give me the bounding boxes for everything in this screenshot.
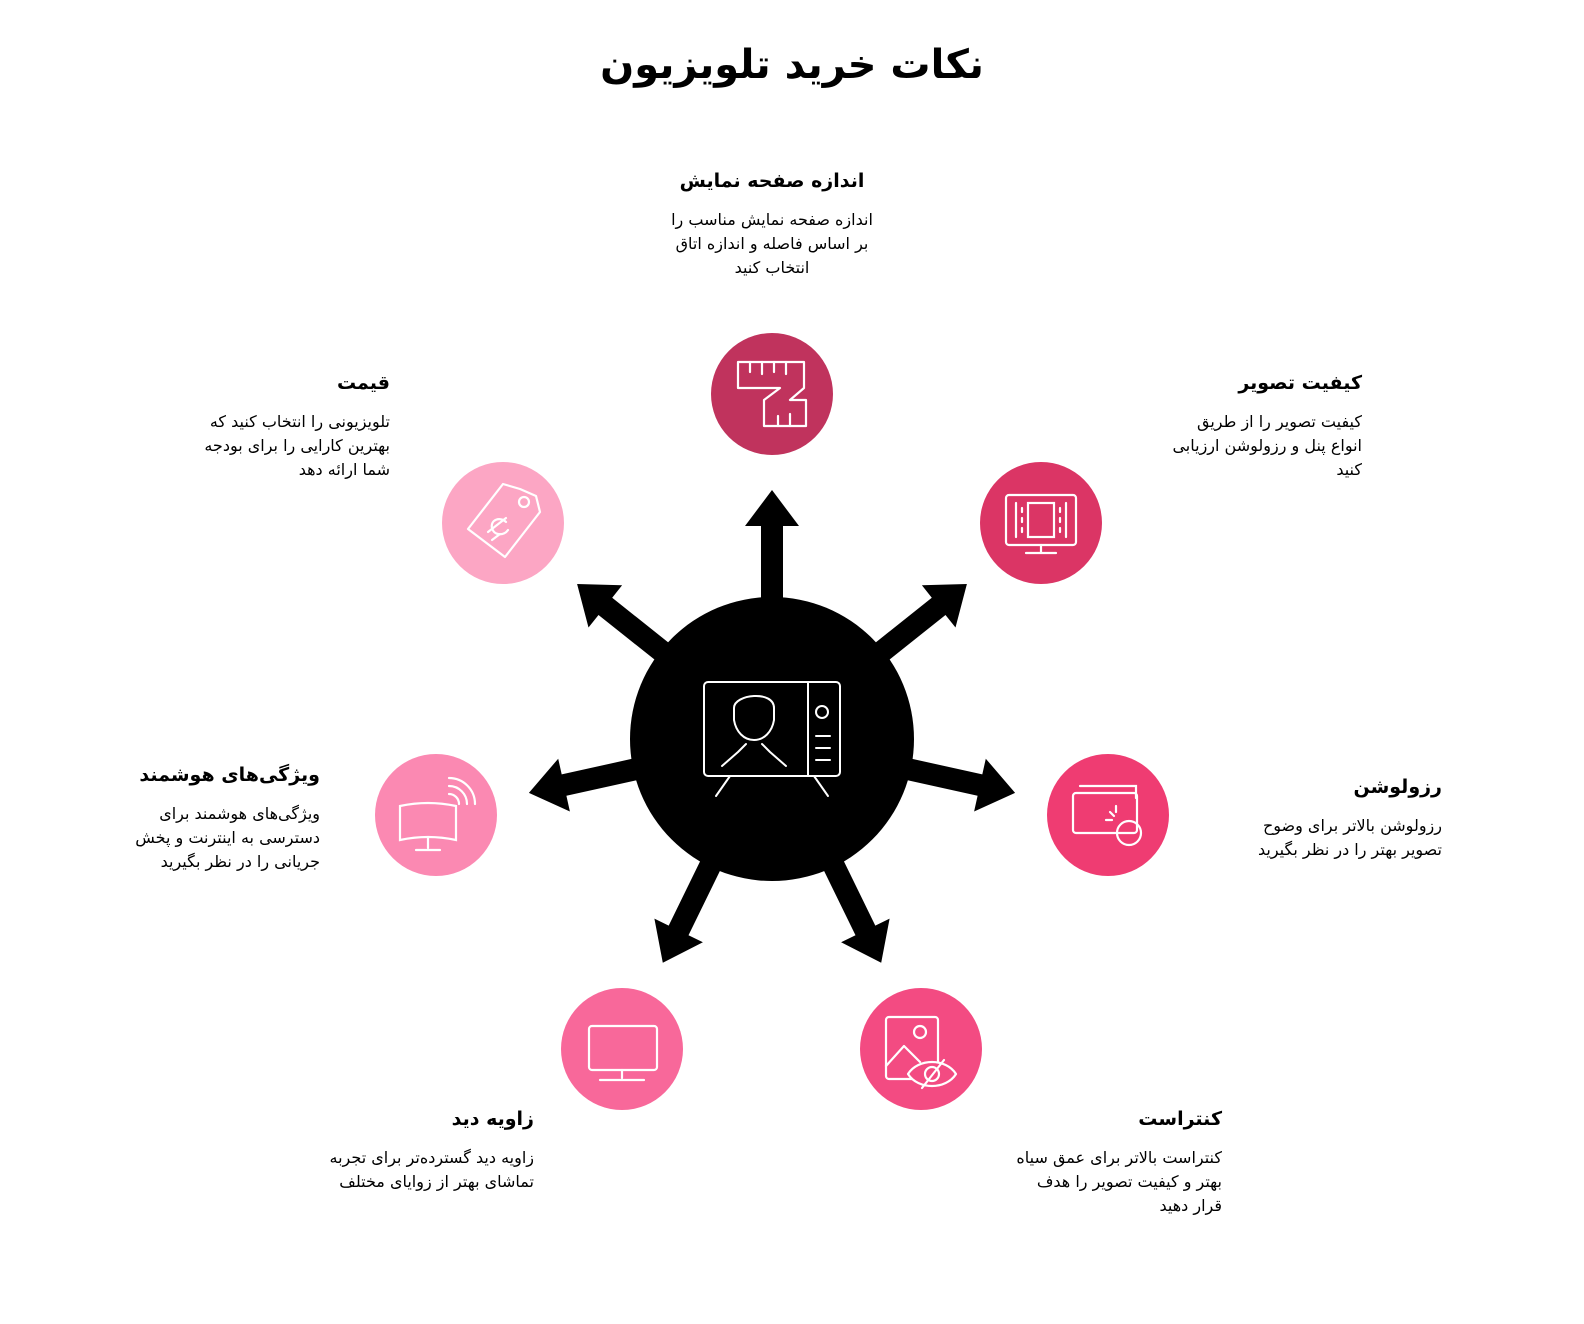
arrow-resolution <box>895 756 1016 812</box>
node-circle-contrast <box>860 988 982 1110</box>
label-text: ویژگی‌های هوشمند برای دسترسی به اینترنت و پخش جریانی را در نظر بگیرید <box>135 804 320 871</box>
label-title: رزولوشن <box>1353 776 1442 798</box>
label-text: رزولوشن بالاتر برای وضوح تصویر بهتر را در نظر بگیرید <box>1257 816 1442 859</box>
arrow-smart-features <box>529 756 650 812</box>
label-title: کیفیت تصویر <box>1238 372 1362 394</box>
diagram-title: نکات خرید تلویزیون <box>600 42 984 88</box>
node-viewing-angle <box>561 988 683 1110</box>
label-viewing-angle <box>304 1106 534 1194</box>
label-price <box>166 370 390 482</box>
node-circle-price <box>442 462 564 584</box>
label-title: اندازه صفحه نمایش <box>679 170 865 192</box>
node-circle-picture-quality <box>980 462 1102 584</box>
node-resolution <box>1047 754 1169 876</box>
label-title: زاویه دید <box>451 1108 534 1130</box>
label-text: اندازه صفحه نمایش مناسب را بر اساس فاصله و اندازه اتاق انتخاب کنید <box>671 210 873 277</box>
label-title: قیمت <box>336 372 390 394</box>
label-smart-features <box>100 762 320 874</box>
node-circle-viewing-angle <box>561 988 683 1110</box>
label-picture-quality <box>1132 370 1362 482</box>
label-text: کنتراست بالاتر برای عمق سیاه بهتر و کیفیت تصویر را هدف قرار دهید <box>1016 1148 1222 1215</box>
node-picture-quality <box>980 462 1102 584</box>
label-title: ویژگی‌های هوشمند <box>139 764 320 786</box>
node-price <box>442 462 564 584</box>
node-circle-resolution <box>1047 754 1169 876</box>
node-circle-smart-features <box>375 754 497 876</box>
label-text: کیفیت تصویر را از طریق انواع پنل و رزولوشن ارزیابی کنید <box>1172 412 1362 479</box>
node-contrast <box>860 988 982 1110</box>
label-screen-size <box>662 168 882 280</box>
label-text: تلویزیونی را انتخاب کنید که بهترین کارایی را برای بودجه شما ارائه دهد <box>204 412 390 479</box>
label-resolution <box>1202 774 1442 862</box>
label-contrast <box>992 1106 1222 1218</box>
node-smart-features <box>375 754 497 876</box>
node-screen-size <box>711 333 833 455</box>
label-title: کنتراست <box>1138 1108 1222 1130</box>
center-hub <box>630 597 914 881</box>
arrow-screen-size <box>745 490 799 611</box>
label-text: زاویه دید گسترده‌تر برای تجربه تماشای بهتر از زوایای مختلف <box>329 1148 534 1191</box>
